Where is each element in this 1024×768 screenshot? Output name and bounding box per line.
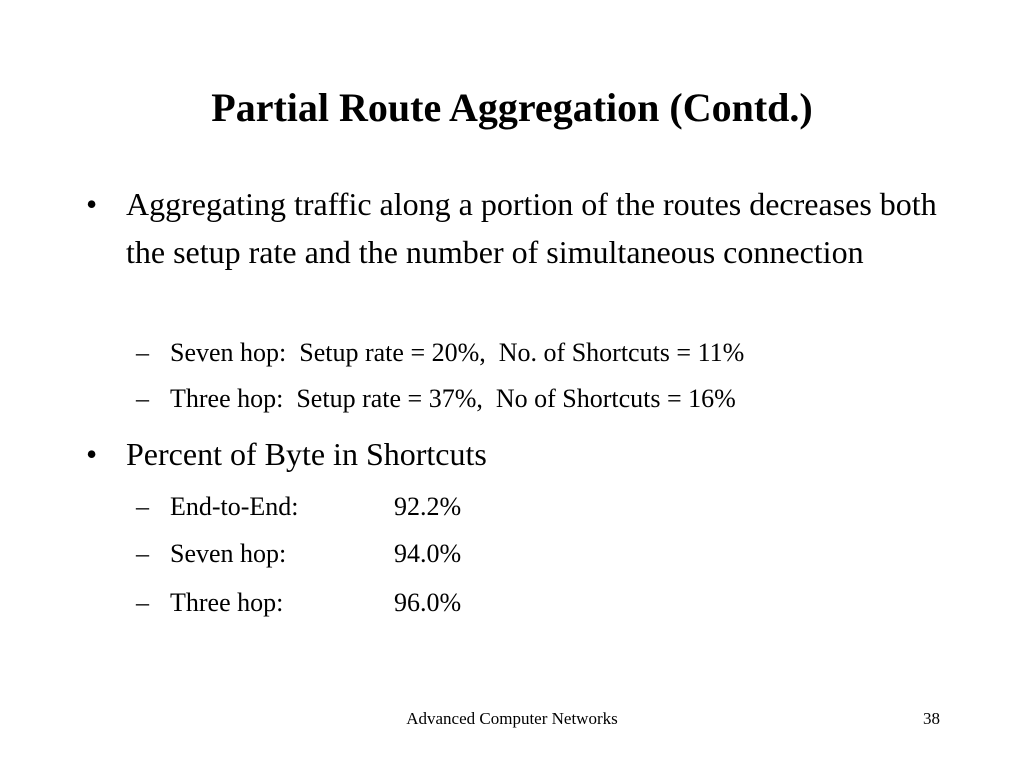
bullet-marker: • — [86, 436, 98, 472]
sub-item-label: End-to-End: — [170, 492, 299, 521]
bullet-item-aggregating — [86, 180, 946, 276]
page-number: 38 — [923, 709, 940, 728]
sub-item-seven-hop-setup — [136, 336, 744, 370]
dash-marker: – — [136, 588, 149, 617]
sub-item-label: Three hop: — [170, 588, 284, 617]
slide-title: Partial Route Aggregation (Contd.) — [211, 85, 813, 130]
sub-item-value: 96.0% — [394, 588, 462, 617]
bullet-text: Aggregating traffic along a portion of the routes decreases both the setup rate and the number of simultaneous connection — [126, 186, 937, 270]
sub-item-text: Three hop: Setup rate = 37%, No of Shortcuts = 16% — [170, 384, 736, 413]
bullet-marker: • — [86, 186, 98, 222]
dash-marker: – — [136, 384, 149, 413]
sub-item-three-hop-setup — [136, 382, 736, 416]
sub-item-three-hop-bytes — [136, 586, 461, 620]
sub-item-text: Seven hop: Setup rate = 20%, No. of Shortcuts = 11% — [170, 338, 745, 367]
dash-marker: – — [136, 492, 149, 521]
sub-item-value: 92.2% — [394, 492, 462, 521]
dash-marker: – — [136, 338, 149, 367]
sub-item-value: 94.0% — [394, 539, 462, 568]
sub-item-end-to-end — [136, 490, 461, 524]
footer-course-title: Advanced Computer Networks — [406, 709, 618, 728]
sub-item-label: Seven hop: — [170, 539, 287, 568]
bullet-text: Percent of Byte in Shortcuts — [126, 436, 487, 472]
dash-marker: – — [136, 539, 149, 568]
bullet-item-percent-bytes — [86, 430, 946, 478]
sub-item-seven-hop-bytes — [136, 537, 461, 571]
